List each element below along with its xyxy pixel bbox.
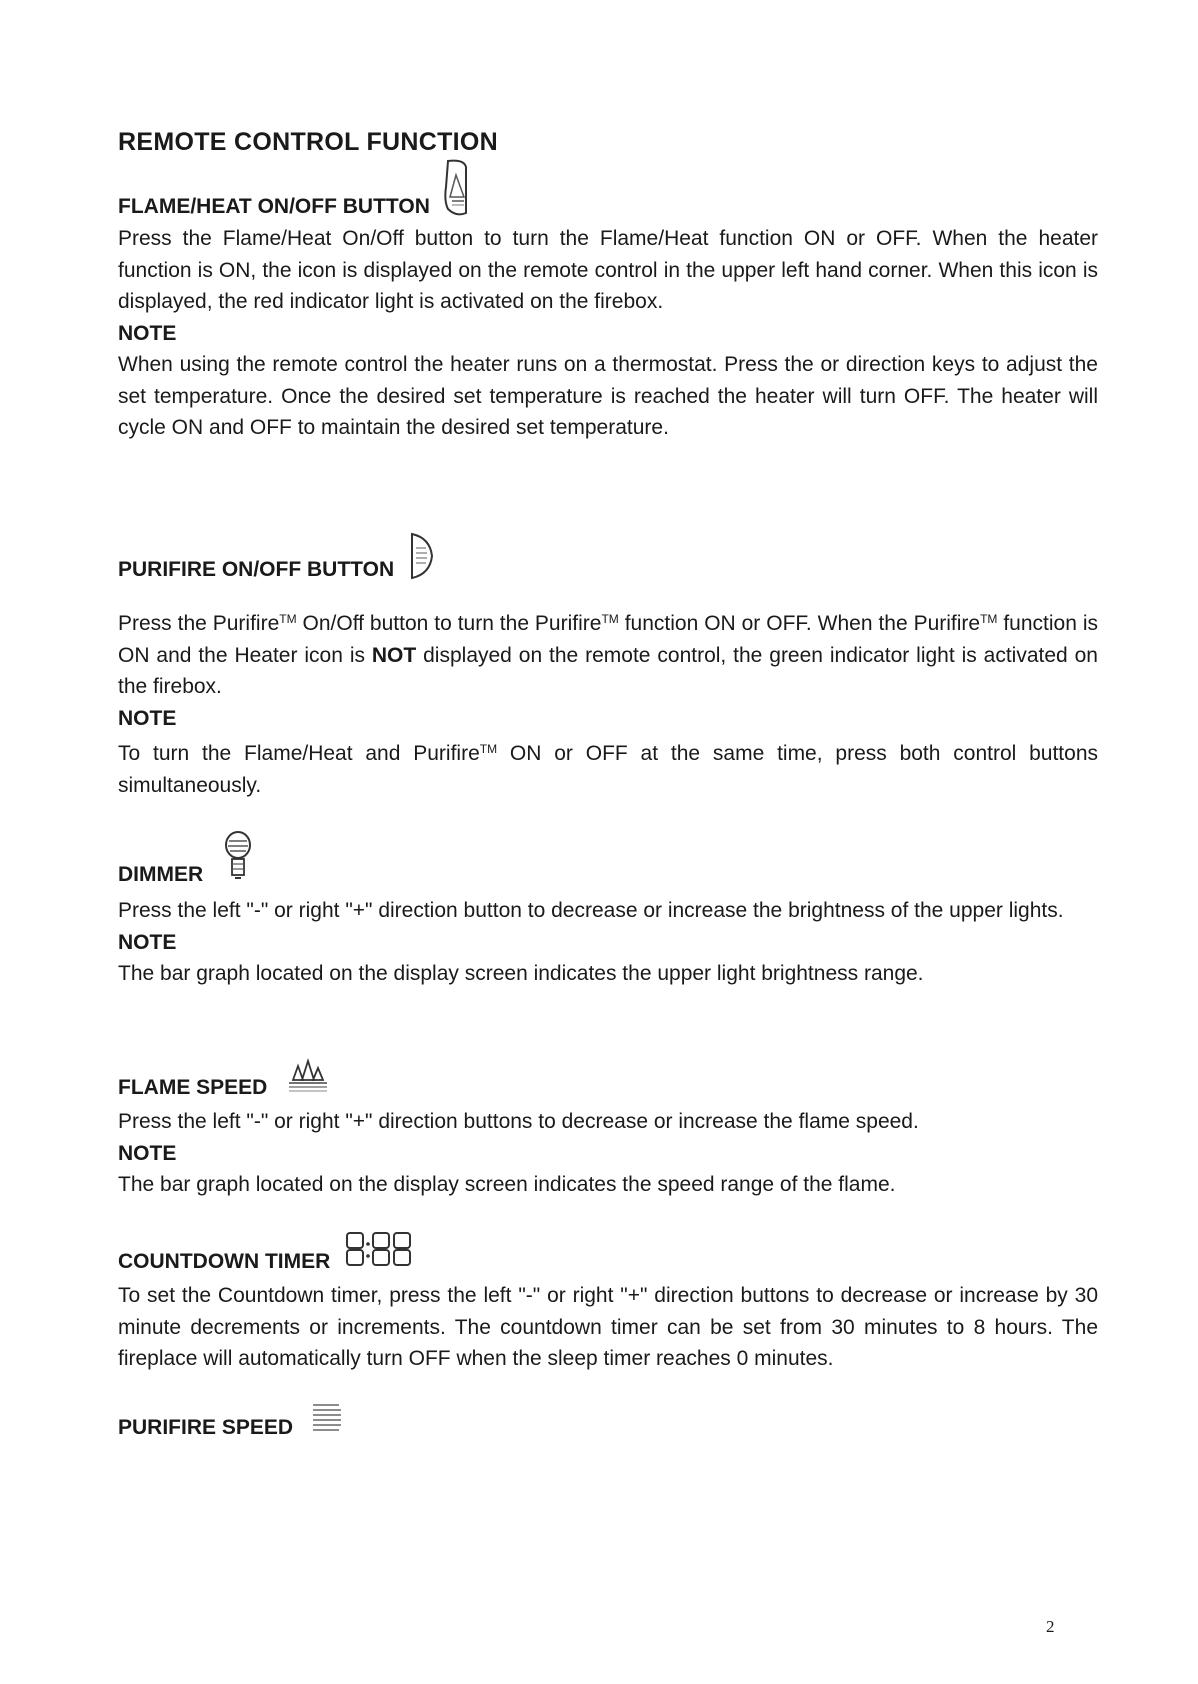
flame-heat-heading-label: FLAME/HEAT ON/OFF BUTTON — [118, 195, 430, 218]
text-part: ON or OFF at the same time, press both control buttons simultaneously. — [118, 742, 1099, 797]
purifire-button-note-label: NOTE — [118, 706, 177, 730]
flame-heat-note: When using the remote control the heater runs on a thermostat. Press the or direction keys to adjust the set temperature. Once the desired set temperature is reached the heater will turn OFF. The heater will cycle ON and OFF to maintain the desired set temperature. — [118, 353, 1098, 439]
text-part: function ON or OFF. When the Purifire — [618, 612, 981, 635]
section-dimmer — [118, 853, 1098, 990]
flame-speed-text: Press the left "-" or right "+" direction buttons to decrease or increase the flame speed. — [118, 1110, 919, 1133]
purifire-button-icon — [406, 530, 436, 582]
flame-heat-heading — [118, 185, 1098, 219]
dimmer-note: The bar graph located on the display screen indicates the upper light brightness range. — [118, 962, 924, 985]
flame-heat-text: Press the Flame/Heat On/Off button to turn the Flame/Heat function ON or OFF. When the heater function is ON, the icon is displayed on the remote control in the upper left hand corner. When this icon is displayed, the red indicator light is activated on the firebox. — [118, 227, 1098, 313]
section-countdown — [118, 1240, 1098, 1375]
purifire-speed-heading-label: PURIFIRE SPEED — [118, 1416, 294, 1439]
dimmer-note-label: NOTE — [118, 930, 177, 954]
purifire-button-text — [118, 604, 1098, 703]
section-flame-heat — [118, 185, 1098, 444]
page-title: REMOTE CONTROL FUNCTION — [118, 128, 499, 156]
purifire-button-note — [118, 734, 1098, 801]
countdown-heading-label: COUNTDOWN TIMER — [118, 1250, 331, 1273]
section-purifire-button — [118, 548, 1098, 801]
flame-speed-note: The bar graph located on the display screen indicates the speed range of the flame. — [118, 1173, 896, 1196]
timer-display-icon — [344, 1230, 416, 1270]
light-bulb-icon — [223, 829, 253, 883]
purifire-speed-heading — [118, 1406, 1098, 1440]
flame-heat-button-icon — [442, 157, 472, 219]
flame-speed-heading — [118, 1066, 1098, 1100]
text-part: To turn the Flame/Heat and Purifire — [118, 742, 480, 765]
flame-speed-icon — [285, 1058, 331, 1096]
flame-heat-note-label: NOTE — [118, 321, 177, 345]
dimmer-text: Press the left "-" or right "+" direction button to decrease or increase the brightness of the upper lights. — [118, 899, 1064, 922]
purifire-button-heading-label: PURIFIRE ON/OFF BUTTON — [118, 558, 395, 581]
dimmer-heading-label: DIMMER — [118, 863, 204, 886]
section-flame-speed — [118, 1066, 1098, 1201]
bold-not: NOT — [371, 643, 417, 667]
trademark: TM — [601, 612, 619, 626]
countdown-text: To set the Countdown timer, press the left "-" or right "+" direction buttons to decrease or increase by 30 minute decrements or increments. The countdown timer can be set from 30 minutes to 8 hours. The fireplace will automatically turn OFF when the sleep timer reaches 0 minutes. — [118, 1284, 1098, 1370]
text-part: Press the Purifire — [118, 612, 280, 635]
purifire-button-heading — [118, 548, 1098, 582]
trademark: TM — [479, 742, 498, 756]
flame-speed-note-label: NOTE — [118, 1141, 177, 1165]
text-part: On/Off button to turn the Purifire — [296, 612, 602, 635]
page-number: 2 — [1046, 1617, 1055, 1636]
flame-speed-heading-label: FLAME SPEED — [118, 1076, 268, 1099]
section-purifire-speed — [118, 1406, 1098, 1440]
text-part: function is ON and the Heater icon is — [118, 612, 1099, 667]
trademark: TM — [980, 612, 998, 626]
purifire-speed-icon — [309, 1400, 345, 1436]
dimmer-heading — [118, 853, 1098, 887]
countdown-heading — [118, 1240, 1098, 1274]
trademark: TM — [279, 612, 297, 626]
text-part: displayed on the remote control, the green indicator light is activated on the firebox. — [118, 643, 1098, 698]
